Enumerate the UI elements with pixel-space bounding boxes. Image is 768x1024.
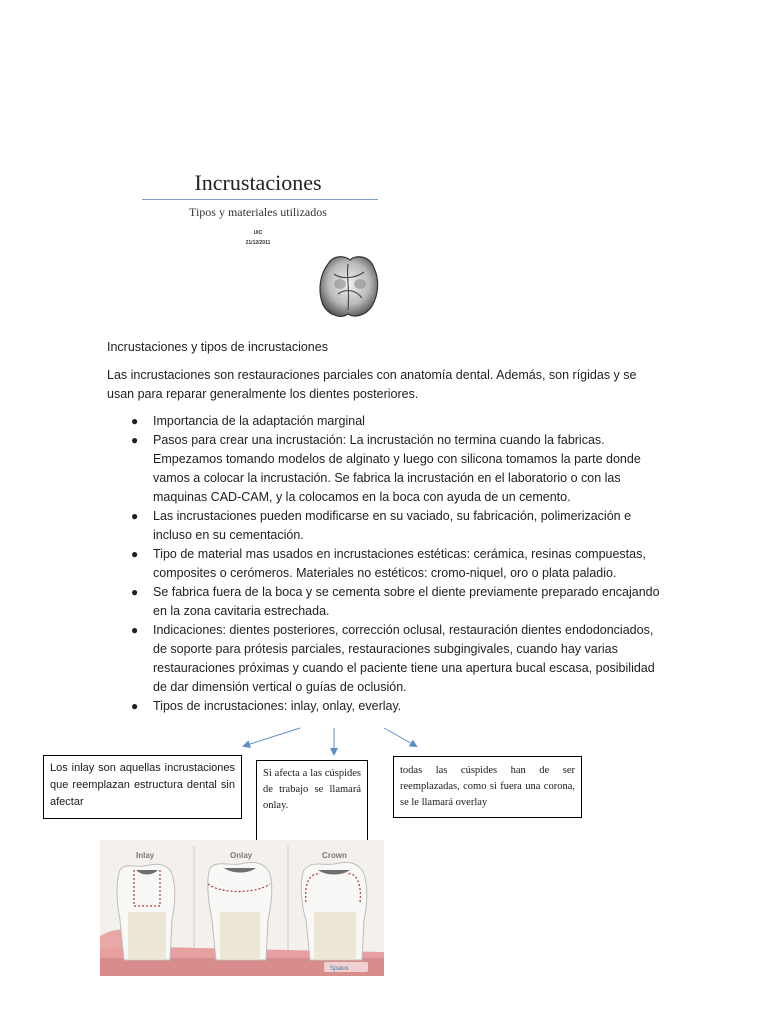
cover-divider: [142, 199, 378, 200]
bullet-icon: ●: [131, 585, 139, 599]
bullet-icon: ●: [131, 623, 139, 637]
crown-tooth: [301, 862, 367, 960]
section-heading: Incrustaciones y tipos de incrustaciones: [107, 340, 328, 354]
intro-paragraph: Las incrustaciones son restauraciones parciales con anatomía dental. Además, son rígidas y se usan para reparar generalmente los dientes posteriores.: [107, 368, 637, 401]
onlay-box: Si afecta a las cúspides de trabajo se llamará onlay.: [256, 760, 368, 844]
bullet-list: [107, 412, 667, 716]
bullet-icon: ●: [131, 547, 139, 561]
cover-author: UIC: [253, 230, 263, 236]
molar-tooth-icon: [316, 250, 382, 322]
overlay-box: todas las cúspides han de ser reemplazadas, como si fuera una corona, se le llamará overlay: [393, 756, 582, 818]
list-item: ● Tipos de incrustaciones: inlay, onlay, everlay.: [107, 697, 667, 716]
cover-subtitle: Tipos y materiales utilizados: [189, 205, 327, 219]
list-item: ● Se fabrica fuera de la boca y se cementa sobre el diente previamente preparado encajando en la zona cavitaria estrechada.: [131, 585, 660, 618]
label-crown: Crown: [322, 851, 347, 860]
label-inlay: Inlay: [136, 851, 155, 860]
cover-title: Incrustaciones: [194, 170, 322, 195]
list-item: ● Tipo de material mas usados en incrustaciones estéticas: cerámica, resinas compuestas, composites o cerómeros. Materiales no estéticos: cromo-niquel, oro o plata paladio.: [131, 547, 646, 580]
list-item: ● Importancia de la adaptación marginal: [107, 412, 667, 431]
bullet-icon: ●: [131, 414, 139, 428]
cover-slide-image: [108, 92, 408, 324]
bullet-icon: ●: [131, 509, 139, 523]
cover-date: 21/12/2011: [245, 240, 271, 246]
arrow-to-overlay: [384, 728, 416, 746]
restoration-types-illustration: [100, 840, 384, 976]
inlay-box: Los inlay son aquellas incrustaciones que reemplazan estructura dental sin afectar: [43, 755, 242, 819]
onlay-tooth: [208, 862, 272, 960]
bullet-icon: ●: [131, 433, 139, 447]
illustration-credit: Spatus: [330, 966, 349, 972]
label-onlay: Onlay: [230, 851, 253, 860]
list-item: ● Las incrustaciones pueden modificarse en su vaciado, su fabricación, polimerización e incluso en su cementación.: [131, 509, 632, 542]
inlay-tooth: [117, 864, 175, 960]
arrow-to-inlay: [244, 728, 300, 746]
list-item: ● Pasos para crear una incrustación: La incrustación no termina cuando la fabricas. Empezamos tomando modelos de alginato y luego con silicona tomamos la parte donde vamos a colocar la incrustación. Se fabrica la incrustación en el laboratorio o con las maquinas CAD-CAM, y la colocamos en la boca con ayuda de un cemento.: [131, 433, 641, 504]
list-item: ● Indicaciones: dientes posteriores, corrección oclusal, restauración dientes endodonciados, de soporte para prótesis parciales, restauraciones subgingivales, cuando hay varias restauraciones próximas y cuando el paciente tiene una apertura bucal escasa, posibilidad de dar dimensión vertical o guías de oclusión.: [131, 623, 655, 694]
bullet-icon: ●: [131, 699, 139, 713]
